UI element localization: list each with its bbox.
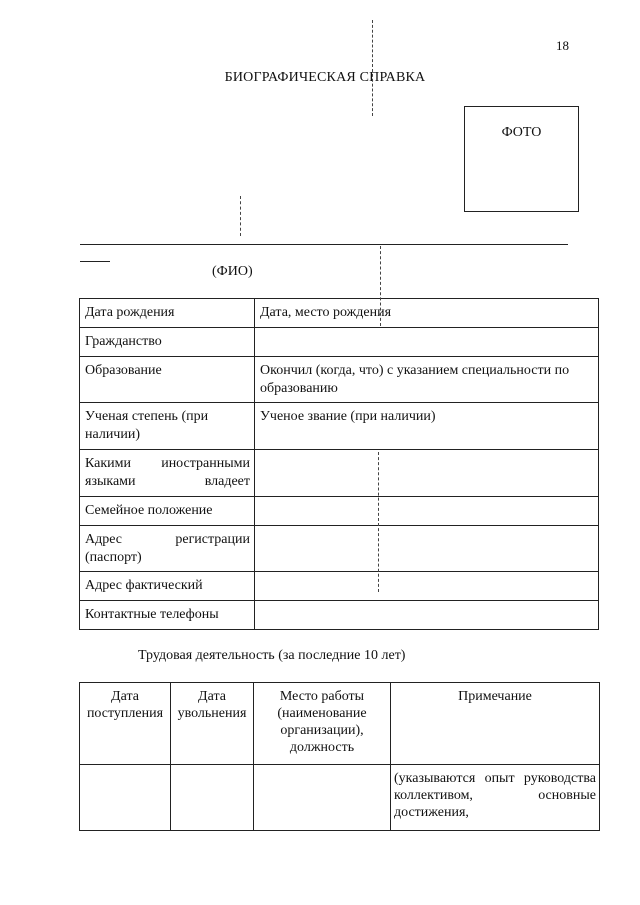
- table-row: [80, 403, 599, 450]
- fio-underline: [80, 244, 568, 245]
- fio-caption: (ФИО): [212, 264, 253, 279]
- work-history-table: [79, 682, 600, 831]
- row-value: [255, 572, 599, 601]
- table-row: [80, 328, 599, 357]
- scan-artifact-line: [240, 196, 241, 236]
- column-header-note: Примечание: [391, 683, 600, 765]
- table-row: [80, 357, 599, 403]
- header-row: [80, 683, 600, 765]
- row-value: Ученое звание (при наличии): [255, 403, 599, 450]
- row-label: Дата рождения: [80, 299, 255, 328]
- row-label: Адрес регистрации (паспорт): [80, 526, 255, 572]
- row-value: [255, 328, 599, 357]
- table-row: [80, 572, 599, 601]
- scan-artifact-line: [378, 452, 379, 592]
- row-label: Семейное положение: [80, 497, 255, 526]
- document-title: БИОГРАФИЧЕСКАЯ СПРАВКА: [224, 70, 426, 85]
- column-header-start-date: Дата поступления: [80, 683, 171, 765]
- table-row: [80, 601, 599, 630]
- cell-workplace: [254, 765, 391, 831]
- row-label: Гражданство: [80, 328, 255, 357]
- table-row: [80, 526, 599, 572]
- work-history-title: Трудовая деятельность (за последние 10 лет): [138, 648, 406, 663]
- row-label: Ученая степень (при наличии): [80, 403, 255, 450]
- table-row: [80, 497, 599, 526]
- scan-artifact-line: [380, 246, 381, 326]
- short-underline: [80, 261, 110, 262]
- scan-artifact-line: [372, 20, 373, 116]
- cell-start-date: [80, 765, 171, 831]
- table-row: [80, 450, 599, 497]
- row-value: Окончил (когда, что) с указанием специальности по образованию: [255, 357, 599, 403]
- column-header-end-date: Дата увольнения: [171, 683, 254, 765]
- photo-placeholder: [464, 106, 579, 212]
- row-label: Адрес фактический: [80, 572, 255, 601]
- row-label: Какими иностранными языками владеет: [80, 450, 255, 497]
- row-value: Дата, место рождения: [255, 299, 599, 328]
- row-value: [255, 526, 599, 572]
- page-number: 18: [556, 38, 569, 53]
- row-value: [255, 450, 599, 497]
- row-label: Контактные телефоны: [80, 601, 255, 630]
- row-value: [255, 601, 599, 630]
- cell-end-date: [171, 765, 254, 831]
- column-header-workplace: Место работы (наименование организации), должность: [254, 683, 391, 765]
- table-row: [80, 299, 599, 328]
- photo-label: ФОТО: [501, 125, 542, 140]
- table-row: [80, 765, 600, 831]
- row-label: Образование: [80, 357, 255, 403]
- biography-table: [79, 298, 599, 630]
- cell-note: (указываются опыт руководства коллективом, основные достижения,: [391, 765, 600, 831]
- row-value: [255, 497, 599, 526]
